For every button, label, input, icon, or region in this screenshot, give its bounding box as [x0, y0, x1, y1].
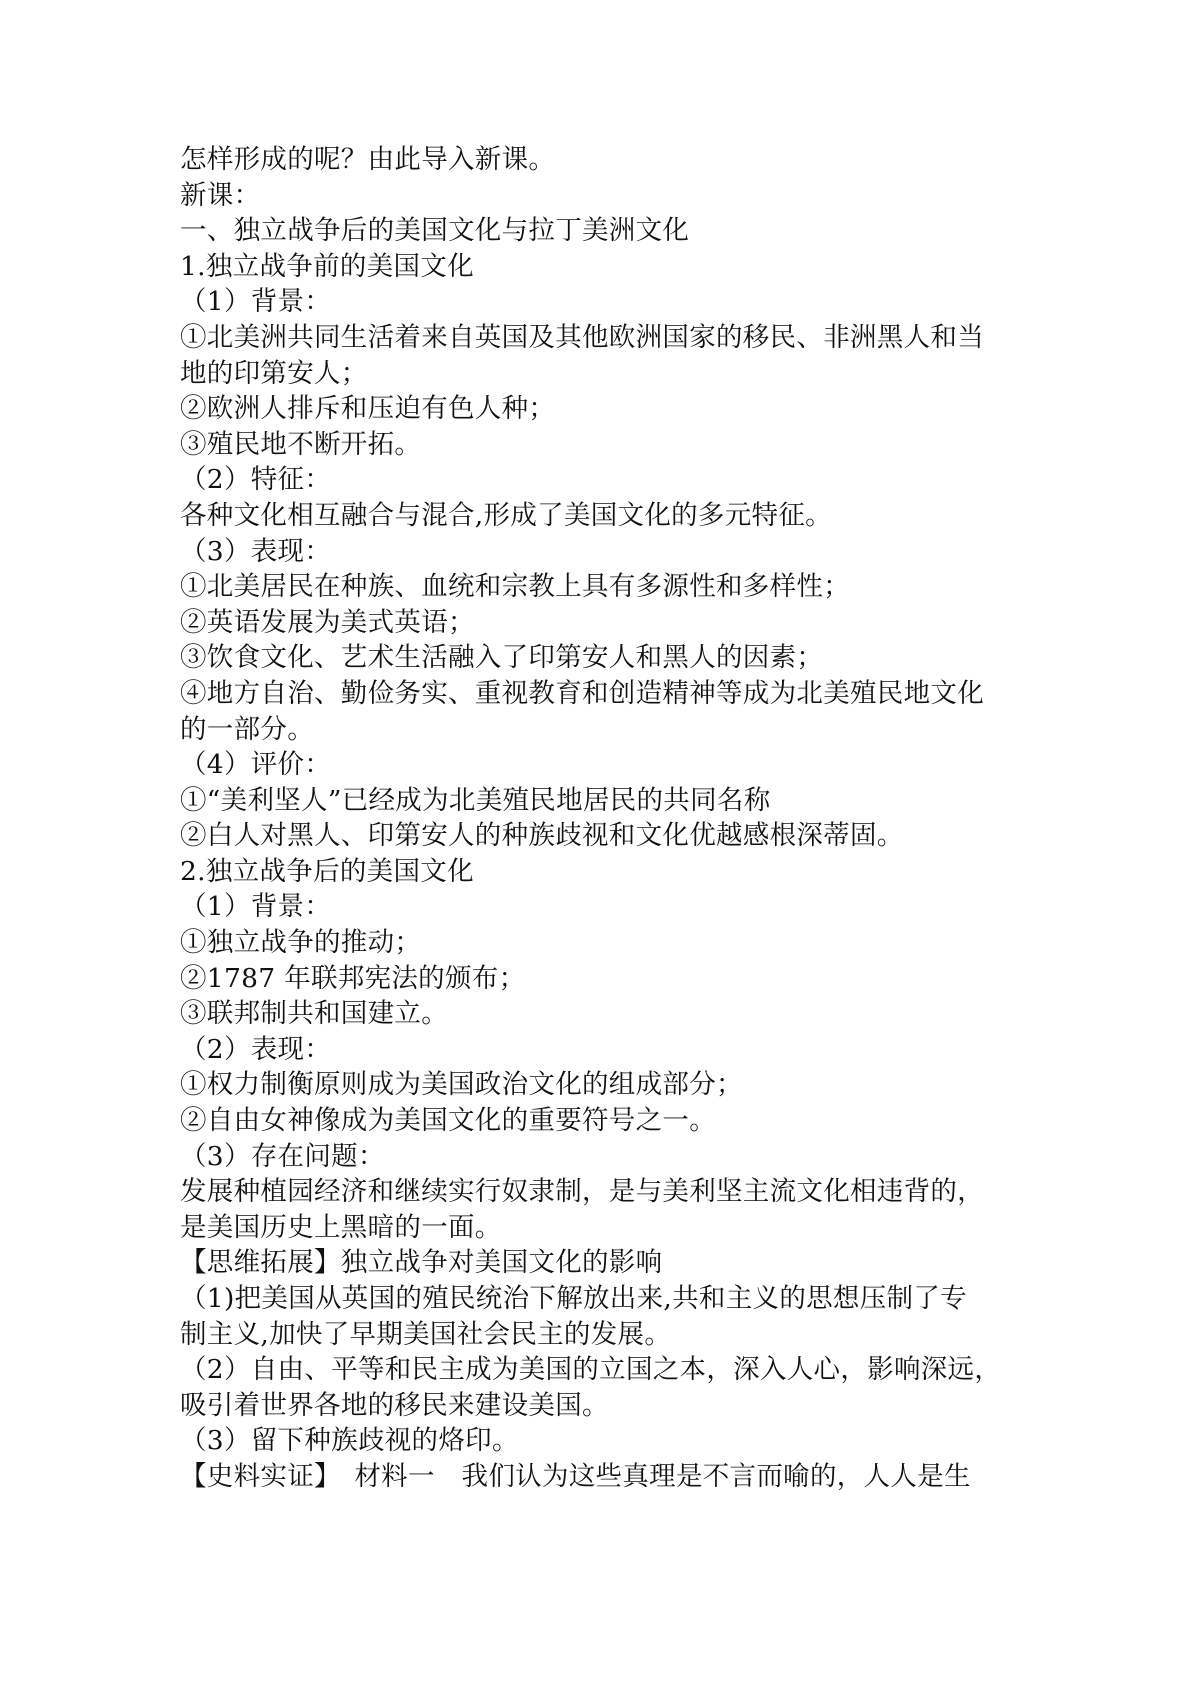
item-heading: （3）存在问题：	[180, 1140, 385, 1172]
text-line: ③联邦制共和国建立。	[180, 998, 448, 1030]
text-line: ②英语发展为美式英语；	[180, 606, 475, 638]
text-line: ③殖民地不断开拓。	[180, 428, 422, 460]
item-heading: （2）表现：	[180, 1033, 332, 1065]
document-body	[180, 142, 1020, 1495]
item-heading: （4）评价：	[180, 749, 332, 781]
text-line: ③饮食文化、艺术生活融入了印第安人和黑人的因素；	[180, 642, 824, 674]
text-line: ④地方自治、勤俭务实、重视教育和创造精神等成为北美殖民地文化	[180, 677, 984, 709]
text-line: 地的印第安人；	[180, 357, 368, 389]
text-line: ①独立战争的推动；	[180, 927, 422, 959]
text-line: ②欧洲人排斥和压迫有色人种；	[180, 393, 556, 425]
text-line: ①“美利坚人”已经成为北美殖民地居民的共同名称	[180, 784, 771, 816]
text-line: 吸引着世界各地的移民来建设美国。	[180, 1389, 609, 1421]
text-line: ①权力制衡原则成为美国政治文化的组成部分；	[180, 1069, 743, 1101]
item-heading: （3）表现：	[180, 535, 332, 567]
text-line: ②自由女神像成为美国文化的重要符号之一。	[180, 1105, 716, 1137]
text-line: 是美国历史上黑暗的一面。	[180, 1211, 502, 1243]
subsection-heading: 2.独立战争后的美国文化	[180, 855, 474, 887]
subsection-heading: 1.独立战争前的美国文化	[180, 250, 474, 282]
item-heading: （2）特征：	[180, 464, 332, 496]
text-line: （2）自由、平等和民主成为美国的立国之本，深入人心，影响深远，	[180, 1354, 1002, 1386]
section-heading: 一、独立战争后的美国文化与拉丁美洲文化	[180, 215, 690, 247]
text-line: ①北美居民在种族、血统和宗教上具有多源性和多样性；	[180, 571, 850, 603]
extension-heading: 【思维拓展】独立战争对美国文化的影响	[180, 1247, 663, 1279]
text-line: ②白人对黑人、印第安人的种族歧视和文化优越感根深蒂固。	[180, 820, 904, 852]
text-line: 怎样形成的呢？由此导入新课。	[180, 144, 556, 175]
text-line: 发展种植园经济和继续实行奴隶制，是与美利坚主流文化相违背的，	[180, 1176, 984, 1208]
item-heading: （1）背景：	[180, 286, 332, 318]
text-line: 的一部分。	[180, 713, 314, 745]
text-line: （3）留下种族歧视的烙印。	[180, 1425, 519, 1457]
text-line: （1)把美国从英国的殖民统治下解放出来,共和主义的思想压制了专	[180, 1283, 967, 1314]
text-line: ①北美洲共同生活着来自英国及其他欧洲国家的移民、非洲黑人和当	[180, 321, 984, 353]
item-heading: （1）背景：	[180, 891, 332, 923]
text-line: ②1787 年联邦宪法的颁布；	[180, 962, 526, 994]
text-line: 制主义,加快了早期美国社会民主的发展。	[180, 1318, 672, 1350]
evidence-heading-line: 【史料实证】 材料一 我们认为这些真理是不言而喻的，人人是生	[180, 1460, 971, 1492]
text-line: 各种文化相互融合与混合,形成了美国文化的多元特征。	[180, 499, 832, 531]
section-heading: 新课：	[180, 179, 261, 211]
